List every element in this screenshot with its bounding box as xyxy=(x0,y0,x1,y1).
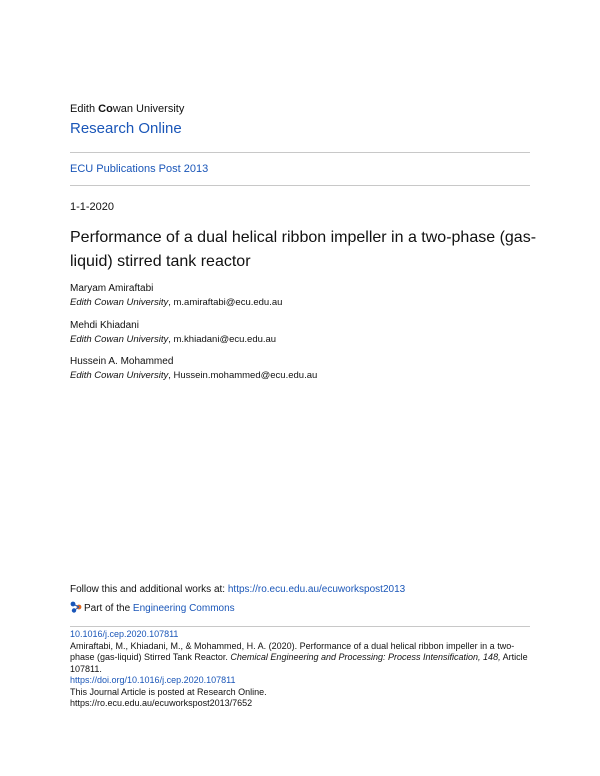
author-name: Hussein A. Mohammed xyxy=(70,356,174,367)
follow-link[interactable]: https://ro.ecu.edu.au/ecuworkspost2013 xyxy=(227,584,406,595)
divider-bottom xyxy=(70,185,530,186)
author-email: , m.amiraftabi@ecu.edu.au xyxy=(168,297,283,308)
citation-block xyxy=(70,629,540,710)
journal-name: Chemical Engineering and Processing: Process Intensification, 148, xyxy=(230,652,501,662)
author-email: , m.khiadani@ecu.edu.au xyxy=(168,334,277,345)
author-email: , Hussein.mohammed@ecu.edu.au xyxy=(168,370,318,381)
author-name: Mehdi Khiadani xyxy=(70,320,139,331)
posted-notice: This Journal Article is posted at Research Online. xyxy=(70,686,267,697)
affiliation-name: Edith Cowan University xyxy=(70,370,169,381)
author-block-3 xyxy=(70,356,317,382)
divider-citation xyxy=(70,626,530,627)
author-block-1 xyxy=(70,283,282,309)
affiliation-name: Edith Cowan University xyxy=(70,297,169,308)
publication-date: 1-1-2020 xyxy=(70,201,115,213)
article-title: Performance of a dual helical ribbon impeller in a two-phase (gas-liquid) stirred tank reactor xyxy=(70,229,537,270)
affiliation-name: Edith Cowan University xyxy=(70,334,169,345)
commons-network-icon xyxy=(70,601,82,613)
author-affiliation xyxy=(70,370,317,382)
institution-bold: Co xyxy=(98,103,113,115)
citation-line-2 xyxy=(70,652,540,664)
follow-text: Follow this and additional works at: xyxy=(70,584,228,595)
part-of-line xyxy=(70,601,235,615)
citation-plain: phase (gas-liquid) Stirred Tank Reactor. xyxy=(70,652,231,662)
repository-link[interactable]: Research Online xyxy=(70,120,182,137)
citation-end: Article xyxy=(500,652,528,662)
doi-link[interactable]: 10.1016/j.cep.2020.107811 xyxy=(70,629,179,639)
engineering-commons-link[interactable]: Engineering Commons xyxy=(132,603,235,614)
institution-suffix: wan University xyxy=(112,103,185,115)
doi-url-link[interactable]: https://doi.org/10.1016/j.cep.2020.107811 xyxy=(70,675,236,685)
collection-link[interactable]: ECU Publications Post 2013 xyxy=(70,163,209,175)
author-affiliation xyxy=(70,297,282,309)
author-affiliation xyxy=(70,334,276,346)
author-block-2 xyxy=(70,320,276,346)
citation-line-3: 107811. xyxy=(70,663,102,674)
institution-prefix: Edith xyxy=(70,103,99,115)
part-of-text: Part of the xyxy=(84,603,133,614)
institution-name xyxy=(70,103,184,116)
citation-line: Amiraftabi, M., Khiadani, M., & Mohammed, H. A. (2020). Performance of a dual helical ribbon impeller in a two- xyxy=(70,640,515,651)
author-name: Maryam Amiraftabi xyxy=(70,283,154,294)
divider-top xyxy=(70,152,530,153)
permalink: https://ro.ecu.edu.au/ecuworkspost2013/7652 xyxy=(70,698,253,708)
follow-line xyxy=(70,584,405,596)
